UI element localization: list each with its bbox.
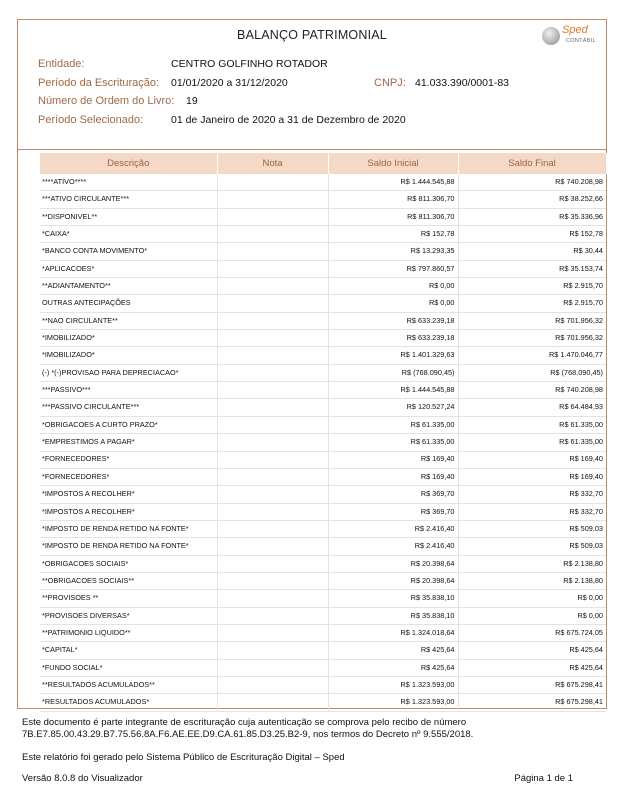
sped-logo-text: Sped [562,24,588,36]
row-saldo-inicial: R$ (768.090,45) [328,364,458,381]
table-row [40,208,606,225]
col-header-descricao: Descrição [40,153,217,174]
row-saldo-final: R$ 740.208,98 [458,382,606,399]
row-descricao: *FORNECEDORES* [40,451,217,468]
row-descricao: *FUNDO SOCIAL* [40,659,217,676]
row-saldo-final: R$ 425,64 [458,642,606,659]
row-nota [217,260,328,277]
row-saldo-final: R$ 675.298,41 [458,676,606,693]
entity-info-box [17,51,607,150]
row-saldo-inicial: R$ 61.335,00 [328,434,458,451]
row-saldo-inicial: R$ 369,70 [328,503,458,520]
row-saldo-final: R$ 675.724,05 [458,624,606,641]
row-saldo-inicial: R$ 1.323.593,00 [328,676,458,693]
row-saldo-final: R$ 30,44 [458,243,606,260]
ordem-value: 19 [186,95,198,107]
row-nota [217,624,328,641]
row-descricao: **PROVISOES ** [40,590,217,607]
row-descricao: (-) *(-)PROVISAO PARA DEPRECIACAO* [40,364,217,381]
row-saldo-inicial: R$ 633.239,18 [328,312,458,329]
row-saldo-inicial: R$ 20.398,64 [328,555,458,572]
row-descricao: *CAPITAL* [40,642,217,659]
row-saldo-final: R$ 332,70 [458,486,606,503]
row-descricao: *RESULTADOS ACUMULADOS* [40,694,217,711]
row-descricao: *IMPOSTOS A RECOLHER* [40,486,217,503]
row-saldo-final: R$ 64.484,93 [458,399,606,416]
row-saldo-final: R$ 61.335,00 [458,416,606,433]
row-saldo-final: R$ 701.956,32 [458,312,606,329]
row-saldo-final: R$ 169,40 [458,468,606,485]
row-saldo-inicial: R$ 811.306,70 [328,191,458,208]
table-row [40,330,606,347]
row-descricao: *IMPOSTO DE RENDA RETIDO NA FONTE* [40,520,217,537]
row-descricao: ***ATIVO CIRCULANTE*** [40,191,217,208]
row-descricao: *IMOBILIZADO* [40,347,217,364]
row-descricao: ****ATIVO**** [40,174,217,191]
cnpj-value: 41.033.390/0001-83 [415,77,510,89]
row-nota [217,278,328,295]
row-descricao: **PATRIMONIO LIQUIDO** [40,624,217,641]
footer-page-number: Página 1 de 1 [514,773,573,784]
row-nota [217,642,328,659]
table-row [40,243,606,260]
periodo-selecionado-value: 01 de Janeiro de 2020 a 31 de Dezembro de 2020 [171,114,406,126]
col-header-saldo-final: Saldo Final [458,153,606,174]
row-descricao: *EMPRESTIMOS A PAGAR* [40,434,217,451]
row-saldo-final: R$ (768.090,45) [458,364,606,381]
table-row [40,312,606,329]
table-row [40,174,606,191]
table-row [40,590,606,607]
row-descricao: **ADIANTAMENTO** [40,278,217,295]
row-descricao: ***PASSIVO*** [40,382,217,399]
row-saldo-final: R$ 0,00 [458,607,606,624]
table-row [40,676,606,693]
table-row [40,347,606,364]
row-nota [217,416,328,433]
table-row [40,260,606,277]
row-saldo-inicial: R$ 369,70 [328,486,458,503]
row-saldo-final: R$ 675.298,41 [458,694,606,711]
row-saldo-inicial: R$ 152,78 [328,226,458,243]
row-saldo-inicial: R$ 425,64 [328,642,458,659]
footer-version: Versão 8.0.8 do Visualizador [22,773,143,784]
row-descricao: **RESULTADOS ACUMULADOS** [40,676,217,693]
row-saldo-inicial: R$ 169,40 [328,451,458,468]
row-saldo-final: R$ 509,03 [458,538,606,555]
row-nota [217,434,328,451]
row-saldo-final: R$ 425,64 [458,659,606,676]
footer-sped-note: Este relatório foi gerado pelo Sistema Público de Escrituração Digital – Sped [22,752,345,763]
row-saldo-final: R$ 38.252,66 [458,191,606,208]
row-descricao: *CAIXA* [40,226,217,243]
sped-disk-icon [542,27,560,45]
row-saldo-inicial: R$ 0,00 [328,278,458,295]
row-saldo-inicial: R$ 120.527,24 [328,399,458,416]
table-row [40,659,606,676]
table-row [40,416,606,433]
row-descricao: *IMPOSTO DE RENDA RETIDO NA FONTE* [40,538,217,555]
row-saldo-inicial: R$ 13.293,35 [328,243,458,260]
row-saldo-inicial: R$ 1.401.329,63 [328,347,458,364]
row-saldo-inicial: R$ 2.416,40 [328,520,458,537]
row-descricao: *OBRIGACOES A CURTO PRAZO* [40,416,217,433]
row-nota [217,399,328,416]
periodo-value: 01/01/2020 a 31/12/2020 [171,77,288,89]
row-saldo-inicial: R$ 1.323.593,00 [328,694,458,711]
table-row [40,503,606,520]
row-saldo-final: R$ 332,70 [458,503,606,520]
table-row [40,486,606,503]
row-saldo-inicial: R$ 633.239,18 [328,330,458,347]
table-row [40,694,606,711]
cnpj-label: CNPJ: [374,77,406,89]
row-nota [217,555,328,572]
balance-table-area [17,150,607,709]
table-row [40,642,606,659]
table-row [40,538,606,555]
table-row [40,364,606,381]
row-nota [217,191,328,208]
row-saldo-inicial: R$ 2.416,40 [328,538,458,555]
table-row [40,226,606,243]
row-saldo-final: R$ 1.470.046,77 [458,347,606,364]
row-saldo-final: R$ 0,00 [458,590,606,607]
row-nota [217,174,328,191]
row-saldo-final: R$ 35.336,96 [458,208,606,225]
row-nota [217,538,328,555]
row-saldo-final: R$ 152,78 [458,226,606,243]
row-descricao: OUTRAS ANTECIPAÇÕES [40,295,217,312]
row-saldo-inicial: R$ 811.306,70 [328,208,458,225]
table-body [40,174,606,711]
row-saldo-final: R$ 61.335,00 [458,434,606,451]
row-nota [217,243,328,260]
periodo-selecionado-label: Período Selecionado: [38,114,144,126]
row-saldo-final: R$ 740.208,98 [458,174,606,191]
row-saldo-inicial: R$ 35.838,10 [328,607,458,624]
row-saldo-inicial: R$ 797.860,57 [328,260,458,277]
row-descricao: *APLICACOES* [40,260,217,277]
report-title: BALANÇO PATRIMONIAL [237,28,387,42]
row-nota [217,676,328,693]
report-title-box [17,19,607,53]
row-nota [217,312,328,329]
row-saldo-inicial: R$ 1.444.545,88 [328,382,458,399]
row-descricao: *FORNECEDORES* [40,468,217,485]
row-descricao: **NAO CIRCULANTE** [40,312,217,329]
row-saldo-inicial: R$ 61.335,00 [328,416,458,433]
table-row [40,191,606,208]
row-descricao: *PROVISOES DIVERSAS* [40,607,217,624]
row-nota [217,503,328,520]
row-saldo-inicial: R$ 1.324.018,64 [328,624,458,641]
row-descricao: **DISPONIVEL** [40,208,217,225]
row-saldo-final: R$ 509,03 [458,520,606,537]
balance-table [40,153,607,712]
table-row [40,399,606,416]
row-descricao: ***PASSIVO CIRCULANTE*** [40,399,217,416]
row-saldo-final: R$ 35.153,74 [458,260,606,277]
table-row [40,434,606,451]
footer-auth-line2: 7B.E7.85.00.43.29.B7.75.56.8A.F6.AE.EE.D9.CA.61.85.D3.25.B2-9, nos termos do Decreto nº 9.555/2018. [22,729,474,740]
row-saldo-final: R$ 169,40 [458,451,606,468]
row-nota [217,382,328,399]
table-header-row [40,153,606,174]
table-row [40,295,606,312]
row-saldo-final: R$ 2.915,70 [458,295,606,312]
periodo-label: Período da Escrituração: [38,77,160,89]
footer-auth-line1: Este documento é parte integrante de escrituração cuja autenticação se comprova pelo recibo de número [22,717,467,728]
row-saldo-inicial: R$ 1.444.545,88 [328,174,458,191]
row-saldo-inicial: R$ 0,00 [328,295,458,312]
row-saldo-inicial: R$ 35.838,10 [328,590,458,607]
table-row [40,572,606,589]
table-row [40,451,606,468]
row-descricao: *IMOBILIZADO* [40,330,217,347]
row-descricao: *BANCO CONTA MOVIMENTO* [40,243,217,260]
sped-logo [540,24,596,48]
entidade-label: Entidade: [38,58,85,70]
row-saldo-inicial: R$ 20.398,64 [328,572,458,589]
table-row [40,555,606,572]
row-nota [217,226,328,243]
row-nota [217,659,328,676]
table-row [40,607,606,624]
row-nota [217,347,328,364]
row-descricao: *OBRIGACOES SOCIAIS* [40,555,217,572]
table-row [40,520,606,537]
row-nota [217,572,328,589]
table-row [40,624,606,641]
sped-logo-subtext: CONTÁBIL [566,38,596,44]
ordem-label: Número de Ordem do Livro: [38,95,175,107]
row-nota [217,694,328,711]
row-saldo-final: R$ 2.138,80 [458,555,606,572]
row-nota [217,295,328,312]
row-nota [217,468,328,485]
table-row [40,468,606,485]
col-header-saldo-inicial: Saldo Inicial [328,153,458,174]
row-descricao: **OBRIGACOES SOCIAIS** [40,572,217,589]
entidade-value: CENTRO GOLFINHO ROTADOR [171,58,328,70]
table-row [40,382,606,399]
row-nota [217,607,328,624]
row-nota [217,208,328,225]
table-row [40,278,606,295]
row-nota [217,520,328,537]
row-nota [217,590,328,607]
row-nota [217,451,328,468]
row-nota [217,364,328,381]
row-saldo-final: R$ 701.956,32 [458,330,606,347]
row-descricao: *IMPOSTOS A RECOLHER* [40,503,217,520]
col-header-nota: Nota [217,153,328,174]
row-saldo-final: R$ 2.138,80 [458,572,606,589]
row-nota [217,486,328,503]
row-saldo-inicial: R$ 169,40 [328,468,458,485]
row-saldo-inicial: R$ 425,64 [328,659,458,676]
row-saldo-final: R$ 2.915,70 [458,278,606,295]
row-nota [217,330,328,347]
